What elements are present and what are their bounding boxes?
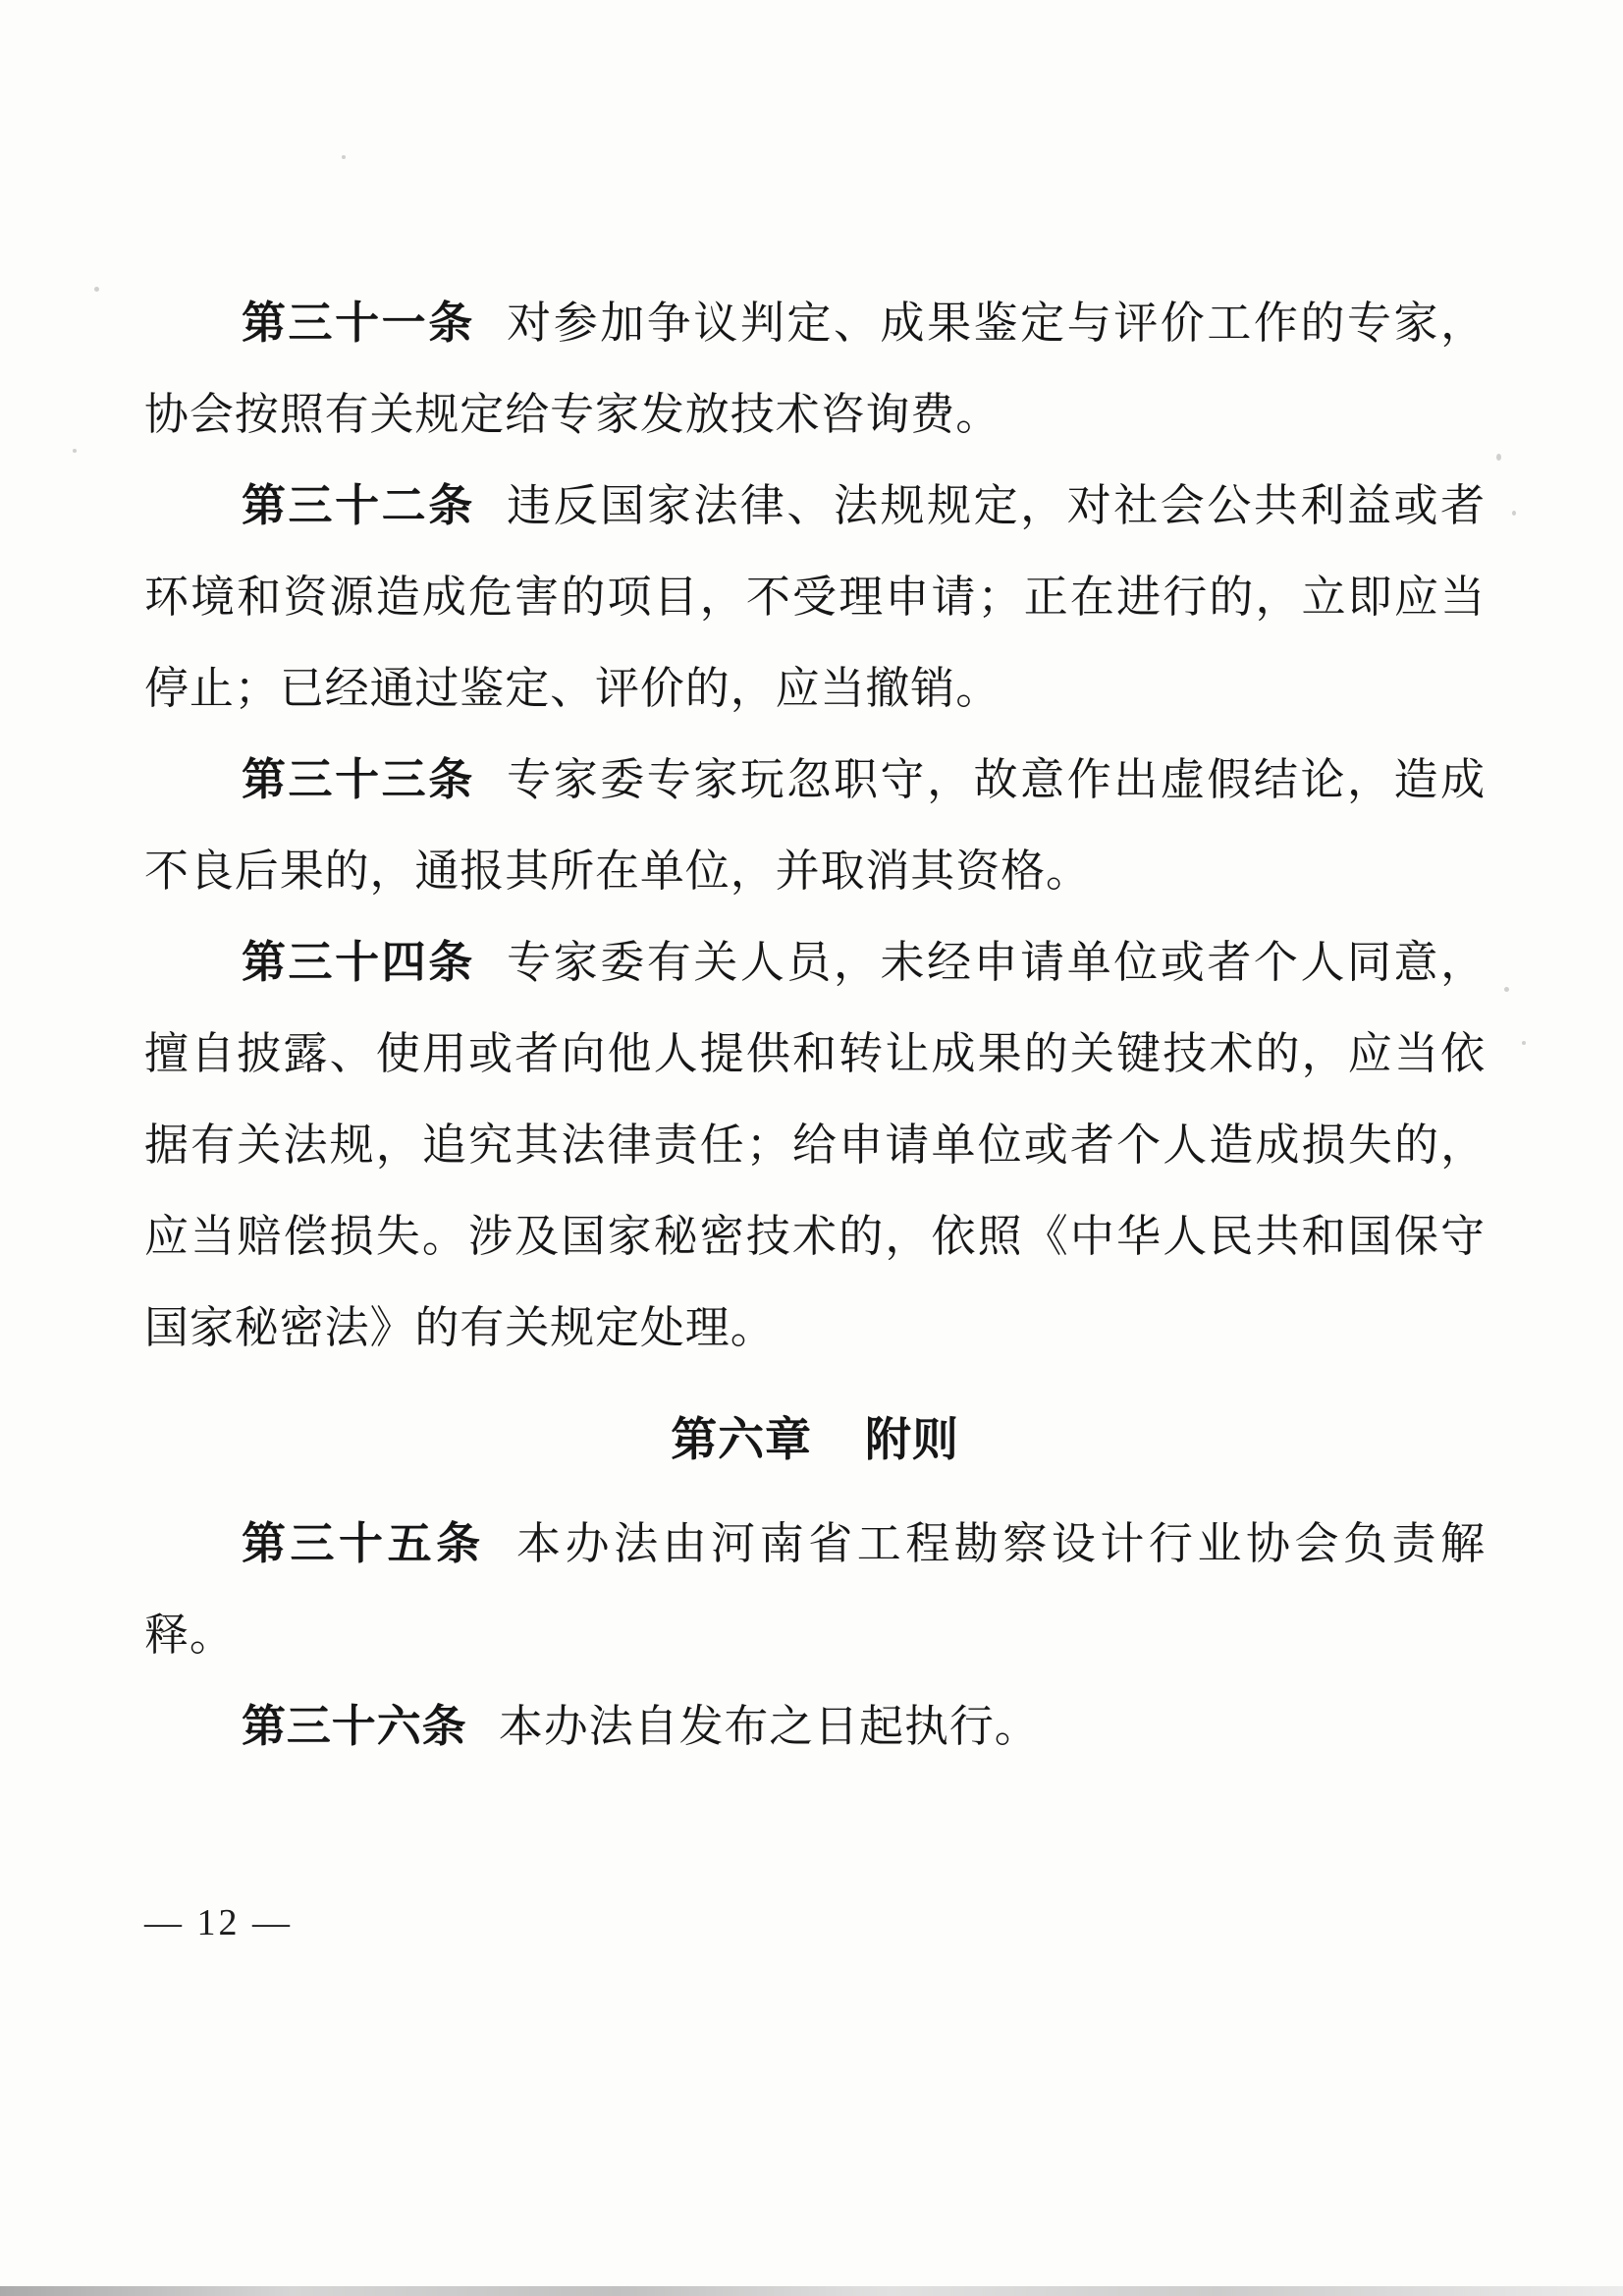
scan-speckle [1522, 1041, 1526, 1045]
article-35-text: 本办法由河南省工程勘察设计行业协会负责解释。 [144, 1519, 1486, 1660]
article-31-paragraph [144, 278, 1486, 461]
article-36-paragraph [144, 1681, 1486, 1773]
scan-speckle [1504, 987, 1509, 992]
scan-speckle [1512, 511, 1516, 516]
article-33-text: 专家委专家玩忽职守，故意作出虚假结论，造成不良后果的，通报其所在单位，并取消其资格。 [144, 755, 1486, 896]
chapter-number: 第六章 [671, 1415, 812, 1466]
chapter-heading [144, 1395, 1486, 1487]
scan-speckle [94, 287, 99, 292]
article-32-paragraph [144, 461, 1486, 735]
article-34-text: 专家委有关人员，未经申请单位或者个人同意，擅自披露、使用或者向他人提供和转让成果的关键技术的，应当依据有关法规，追究其法律责任；给申请单位或者个人造成损失的，应当赔偿损失。涉及国家秘密技术的，依照《中华人民共和国保守国家秘密法》的有关规定处理。 [144, 938, 1486, 1352]
article-35-paragraph [144, 1499, 1486, 1681]
article-32-text: 违反国家法律、法规规定，对社会公共利益或者环境和资源造成危害的项目，不受理申请；正在进行的，立即应当停止；已经通过鉴定、评价的，应当撤销。 [144, 481, 1486, 713]
chapter-title: 附则 [864, 1415, 959, 1466]
scan-speckle [73, 449, 77, 453]
article-35-number: 第三十五条 [242, 1519, 485, 1568]
article-36-number: 第三十六条 [242, 1702, 467, 1751]
article-32-number: 第三十二条 [242, 481, 475, 530]
scan-speckle [1496, 454, 1501, 461]
article-34-number: 第三十四条 [242, 938, 475, 987]
article-33-paragraph [144, 735, 1486, 917]
scan-speckle [649, 1317, 653, 1321]
article-31-number: 第三十一条 [242, 299, 475, 348]
article-33-number: 第三十三条 [242, 755, 475, 804]
article-34-paragraph [144, 917, 1486, 1374]
page-number: — 12 — [144, 1902, 293, 1943]
article-31-text: 对参加争议判定、成果鉴定与评价工作的专家，协会按照有关规定给专家发放技术咨询费。 [144, 299, 1486, 439]
document-body [144, 278, 1486, 1773]
article-36-text: 本办法自发布之日起执行。 [498, 1702, 1040, 1751]
scan-speckle [342, 155, 346, 159]
scanner-edge-artifact [0, 2286, 1623, 2296]
